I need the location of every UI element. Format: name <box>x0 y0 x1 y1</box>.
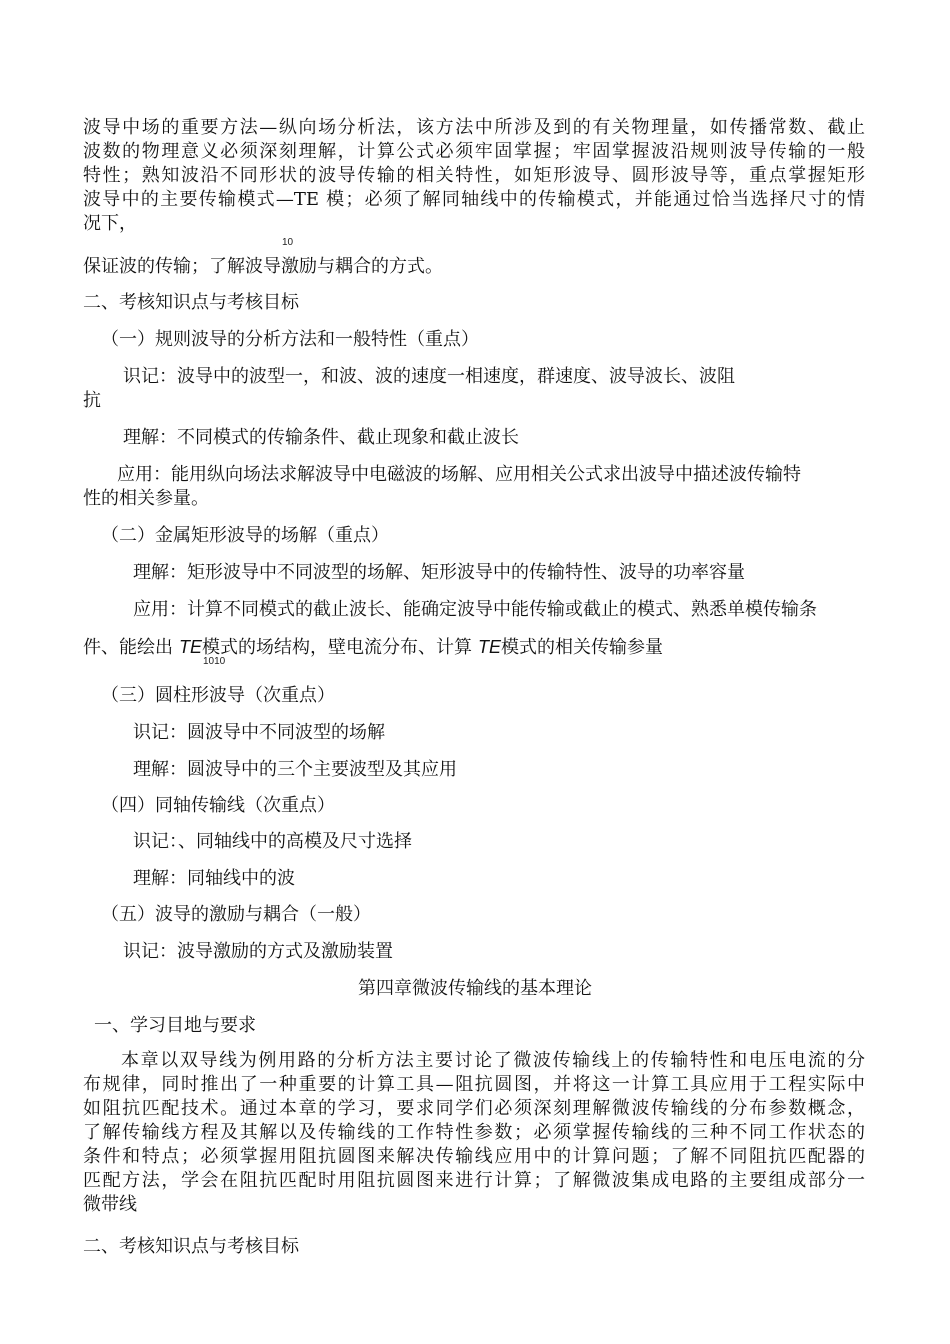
part2-apply-text-1: 件、能绘出 <box>83 637 173 658</box>
part2-understand: 理解：矩形波导中不同波型的场解、矩形波导中的传输特性、波导的功率容量 <box>133 562 745 583</box>
intro-line-2: 波数的物理意义必须深刻理解，计算公式必须牢固掌握；牢固掌握波沿规则波导传输的一般 <box>83 141 865 162</box>
chapter-para-line-5: 条件和特点；必须掌握用阻抗圆图来解决传输线应用中的计算问题；了解不同阻抗匹配器的 <box>83 1146 865 1167</box>
chapter-section2-title: 二、考核知识点与考核目标 <box>83 1236 299 1257</box>
chapter-para-line-1: 本章以双导线为例用路的分析方法主要讨论了微波传输线上的传输特性和电压电流的分 <box>121 1050 865 1071</box>
subscript-1010: 1010 <box>203 656 226 667</box>
intro-line-1: 波导中场的重要方法—纵向场分析法，该方法中所涉及到的有关物理量，如传播常数、截止 <box>83 117 865 138</box>
chapter-para-line-4: 了解传输线方程及其解以及传输线的工作特性参数；必须掌握传输线的三种不同工作状态的 <box>83 1122 865 1143</box>
part1-title: （一）规则波导的分析方法和一般特性（重点） <box>101 329 479 350</box>
part5-recall: 识记：波导激励的方式及激励装置 <box>123 941 393 962</box>
part4-title: （四）同轴传输线（次重点） <box>101 795 335 816</box>
chapter-title: 第四章微波传输线的基本理论 <box>358 978 592 999</box>
te-mode-label-1: TE <box>179 637 203 657</box>
part2-apply-text-2: 模式的场结构，壁电流分布、计算 <box>202 637 473 658</box>
intro-line-last: 保证波的传输；了解波导激励与耦合的方式。 <box>83 256 443 277</box>
part1-understand: 理解：不同模式的传输条件、截止现象和截止波长 <box>123 427 519 448</box>
part1-apply-cont: 性的相关参量。 <box>83 488 209 509</box>
te-mode-label-2: TE <box>478 637 502 657</box>
part4-understand: 理解：同轴线中的波 <box>133 868 295 889</box>
subscript-10: 10 <box>282 237 294 248</box>
part3-title: （三）圆柱形波导（次重点） <box>101 685 335 706</box>
part2-apply: 应用：计算不同模式的截止波长、能确定波导中能传输或截止的模式、熟悉单模传输条 <box>133 599 817 620</box>
part3-understand: 理解：圆波导中的三个主要波型及其应用 <box>133 759 457 780</box>
intro-line-5: 况下， <box>83 213 137 234</box>
part3-recall: 识记：圆波导中不同波型的场解 <box>133 722 385 743</box>
part4-recall: 识记：、同轴线中的高模及尺寸选择 <box>133 831 412 852</box>
part5-title: （五）波导的激励与耦合（一般） <box>101 904 371 925</box>
intro-line-4: 波导中的主要传输模式—TE 模；必须了解同轴线中的传输模式，并能通过恰当选择尺寸的情 <box>83 189 865 210</box>
chapter-section1-title: 一、学习目地与要求 <box>94 1015 256 1036</box>
chapter-para-line-2: 布规律，同时推出了一种重要的计算工具—阻抗圆图，并将这一计算工具应用于工程实际中 <box>83 1074 865 1095</box>
part1-recall: 识记：波导中的波型一，和波、波的速度一相速度，群速度、波导波长、波阻 <box>123 366 735 387</box>
chapter-para-line-3: 如阻抗匹配技术。通过本章的学习，要求同学们必须深刻理解微波传输线的分布参数概念， <box>83 1098 865 1119</box>
part2-apply-cont <box>83 635 663 660</box>
part2-title: （二）金属矩形波导的场解（重点） <box>101 525 389 546</box>
chapter-para-line-7: 微带线 <box>83 1194 137 1215</box>
part1-apply: 应用：能用纵向场法求解波导中电磁波的场解、应用相关公式求出波导中描述波传输特 <box>117 464 801 485</box>
chapter-para-line-6: 匹配方法，学会在阻抗匹配时用阻抗圆图来进行计算；了解微波集成电路的主要组成部分一 <box>83 1170 865 1191</box>
part2-apply-text-3: 模式的相关传输参量 <box>501 637 664 658</box>
part1-recall-cont: 抗 <box>83 390 101 411</box>
intro-line-3: 特性；熟知波沿不同形状的波导传输的相关特性，如矩形波导、圆形波导等，重点掌握矩形 <box>83 165 865 186</box>
section-heading: 二、考核知识点与考核目标 <box>83 292 299 313</box>
